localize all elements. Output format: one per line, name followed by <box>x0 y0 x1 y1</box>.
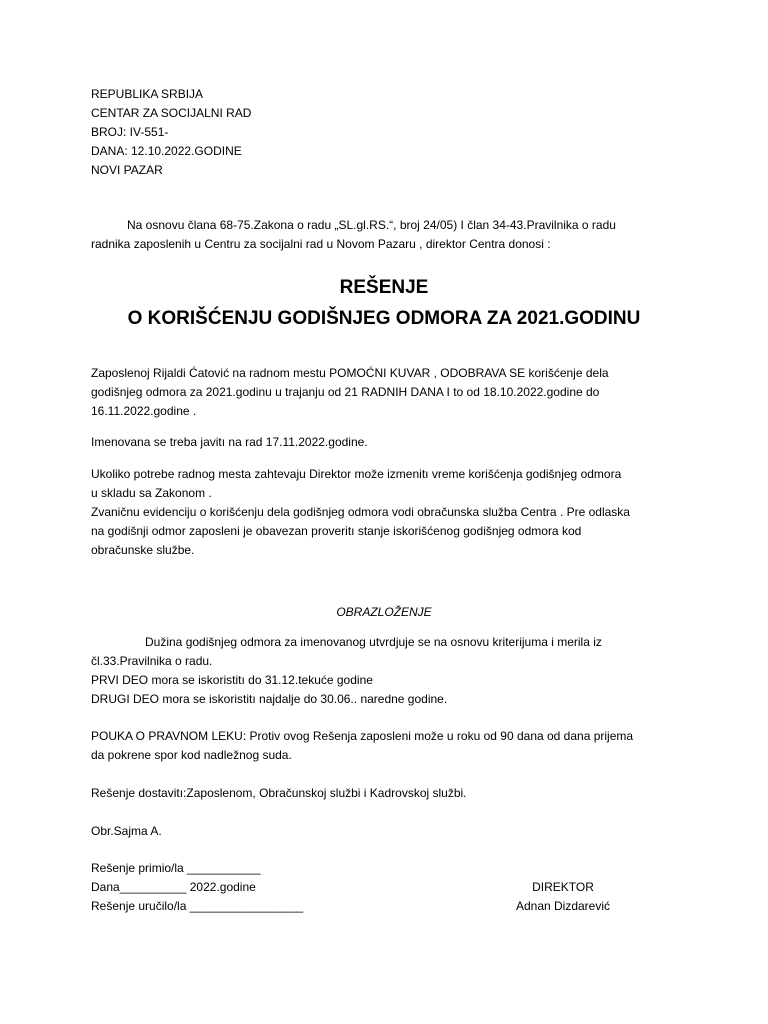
decision-paragraph <box>91 364 666 421</box>
director-title: DIREKTOR <box>532 880 594 894</box>
evidence-line-3: obračunske službe. <box>91 543 195 557</box>
explanation-paragraph <box>91 633 666 709</box>
document-title: REŠENJE <box>339 277 429 298</box>
decision-line-1: Zaposlenoj Rijaldi Ćatović na radnom mestu POMOĆNI KUVAR , ODOBRAVA SE korišćenje dela <box>91 366 609 380</box>
prepared-by: Obr.Sajma A. <box>91 824 162 838</box>
explanation-line-3: PRVI DEO mora se iskoristitı do 31.12.tekuće godine <box>91 673 373 687</box>
change-paragraph <box>91 465 666 503</box>
change-line-1: Ukoliko potrebe radnog mesta zahtevaju Direktor može izmenitı vreme korišćenja godišnjeg odmora <box>91 467 622 481</box>
header-date: DANA: 12.10.2022.GODINE <box>91 144 242 158</box>
header-city: NOVI PAZAR <box>91 163 163 177</box>
return-date-paragraph: Imenovana se treba javitı na rad 17.11.2022.godine. <box>91 435 368 449</box>
delivery-paragraph: Rešenje dostavitı:Zaposlenom, Obračunskoj službi i Kadrovskoj službi. <box>91 786 467 800</box>
explanation-heading: OBRAZLOŽENJE <box>336 605 432 619</box>
legal-remedy-line-1: POUKA O PRAVNOM LEKU: Protiv ovog Rešenja zaposleni može u roku od 90 dana od dana prijema <box>91 729 634 743</box>
evidence-line-1: Zvaničnu evidenciju o korišćenju dela godišnjeg odmora vodi obračunska služba Centra . Pre odlaska <box>91 505 630 519</box>
legal-remedy-paragraph <box>91 727 666 765</box>
explanation-line-1: Dužina godišnjeg odmora za imenovanog utvrdjuje se na osnovu kriterijuma i merila iz <box>145 635 602 649</box>
decision-line-2: godišnjeg odmora za 2021.godinu u trajanju od 21 RADNIH DANA I to od 18.10.2022.godine do <box>91 385 600 399</box>
header-country: REPUBLIKA SRBIJA <box>91 87 204 101</box>
header-institution: CENTAR ZA SOCIJALNI RAD <box>91 106 252 120</box>
header-number: BROJ: IV-551- <box>91 125 169 139</box>
director-name: Adnan Dizdarević <box>515 899 611 913</box>
explanation-line-4: DRUGI DEO mora se iskoristitı najdalje do 30.06.. naredne godine. <box>91 692 448 706</box>
legal-remedy-line-2: da pokrene spor kod nadležnog suda. <box>91 748 292 762</box>
director-block <box>503 878 623 916</box>
intro-line-2: radnika zaposlenih u Centru za socijalni rad u Novom Pazaru , direktor Centra donosi : <box>91 237 551 251</box>
intro-paragraph <box>91 216 666 254</box>
decision-line-3: 16.11.2022.godine . <box>91 404 197 418</box>
signature-block <box>91 859 391 916</box>
explanation-line-2: čl.33.Pravilnika o radu. <box>91 654 213 668</box>
date-line: Dana__________ 2022.godine <box>91 880 256 894</box>
evidence-paragraph <box>91 503 666 560</box>
change-line-2: u skladu sa Zakonom . <box>91 486 212 500</box>
document-header <box>91 85 491 180</box>
document-subtitle: O KORIŠĆENJU GODIŠNJEG ODMORA ZA 2021.GODINU <box>127 308 641 329</box>
received-by-line: Rešenje primio/la ___________ <box>91 861 261 875</box>
intro-line-1: Na osnovu člana 68-75.Zakona o radu „SL.gl.RS.“, broj 24/05) I član 34-43.Pravilnika o radu <box>127 218 616 232</box>
delivered-by-line: Rešenje uručilo/la _________________ <box>91 899 304 913</box>
evidence-line-2: na godišnji odmor zaposleni je obavezan proveritı stanje iskorišćenog godišnjeg odmora kod <box>91 524 582 538</box>
